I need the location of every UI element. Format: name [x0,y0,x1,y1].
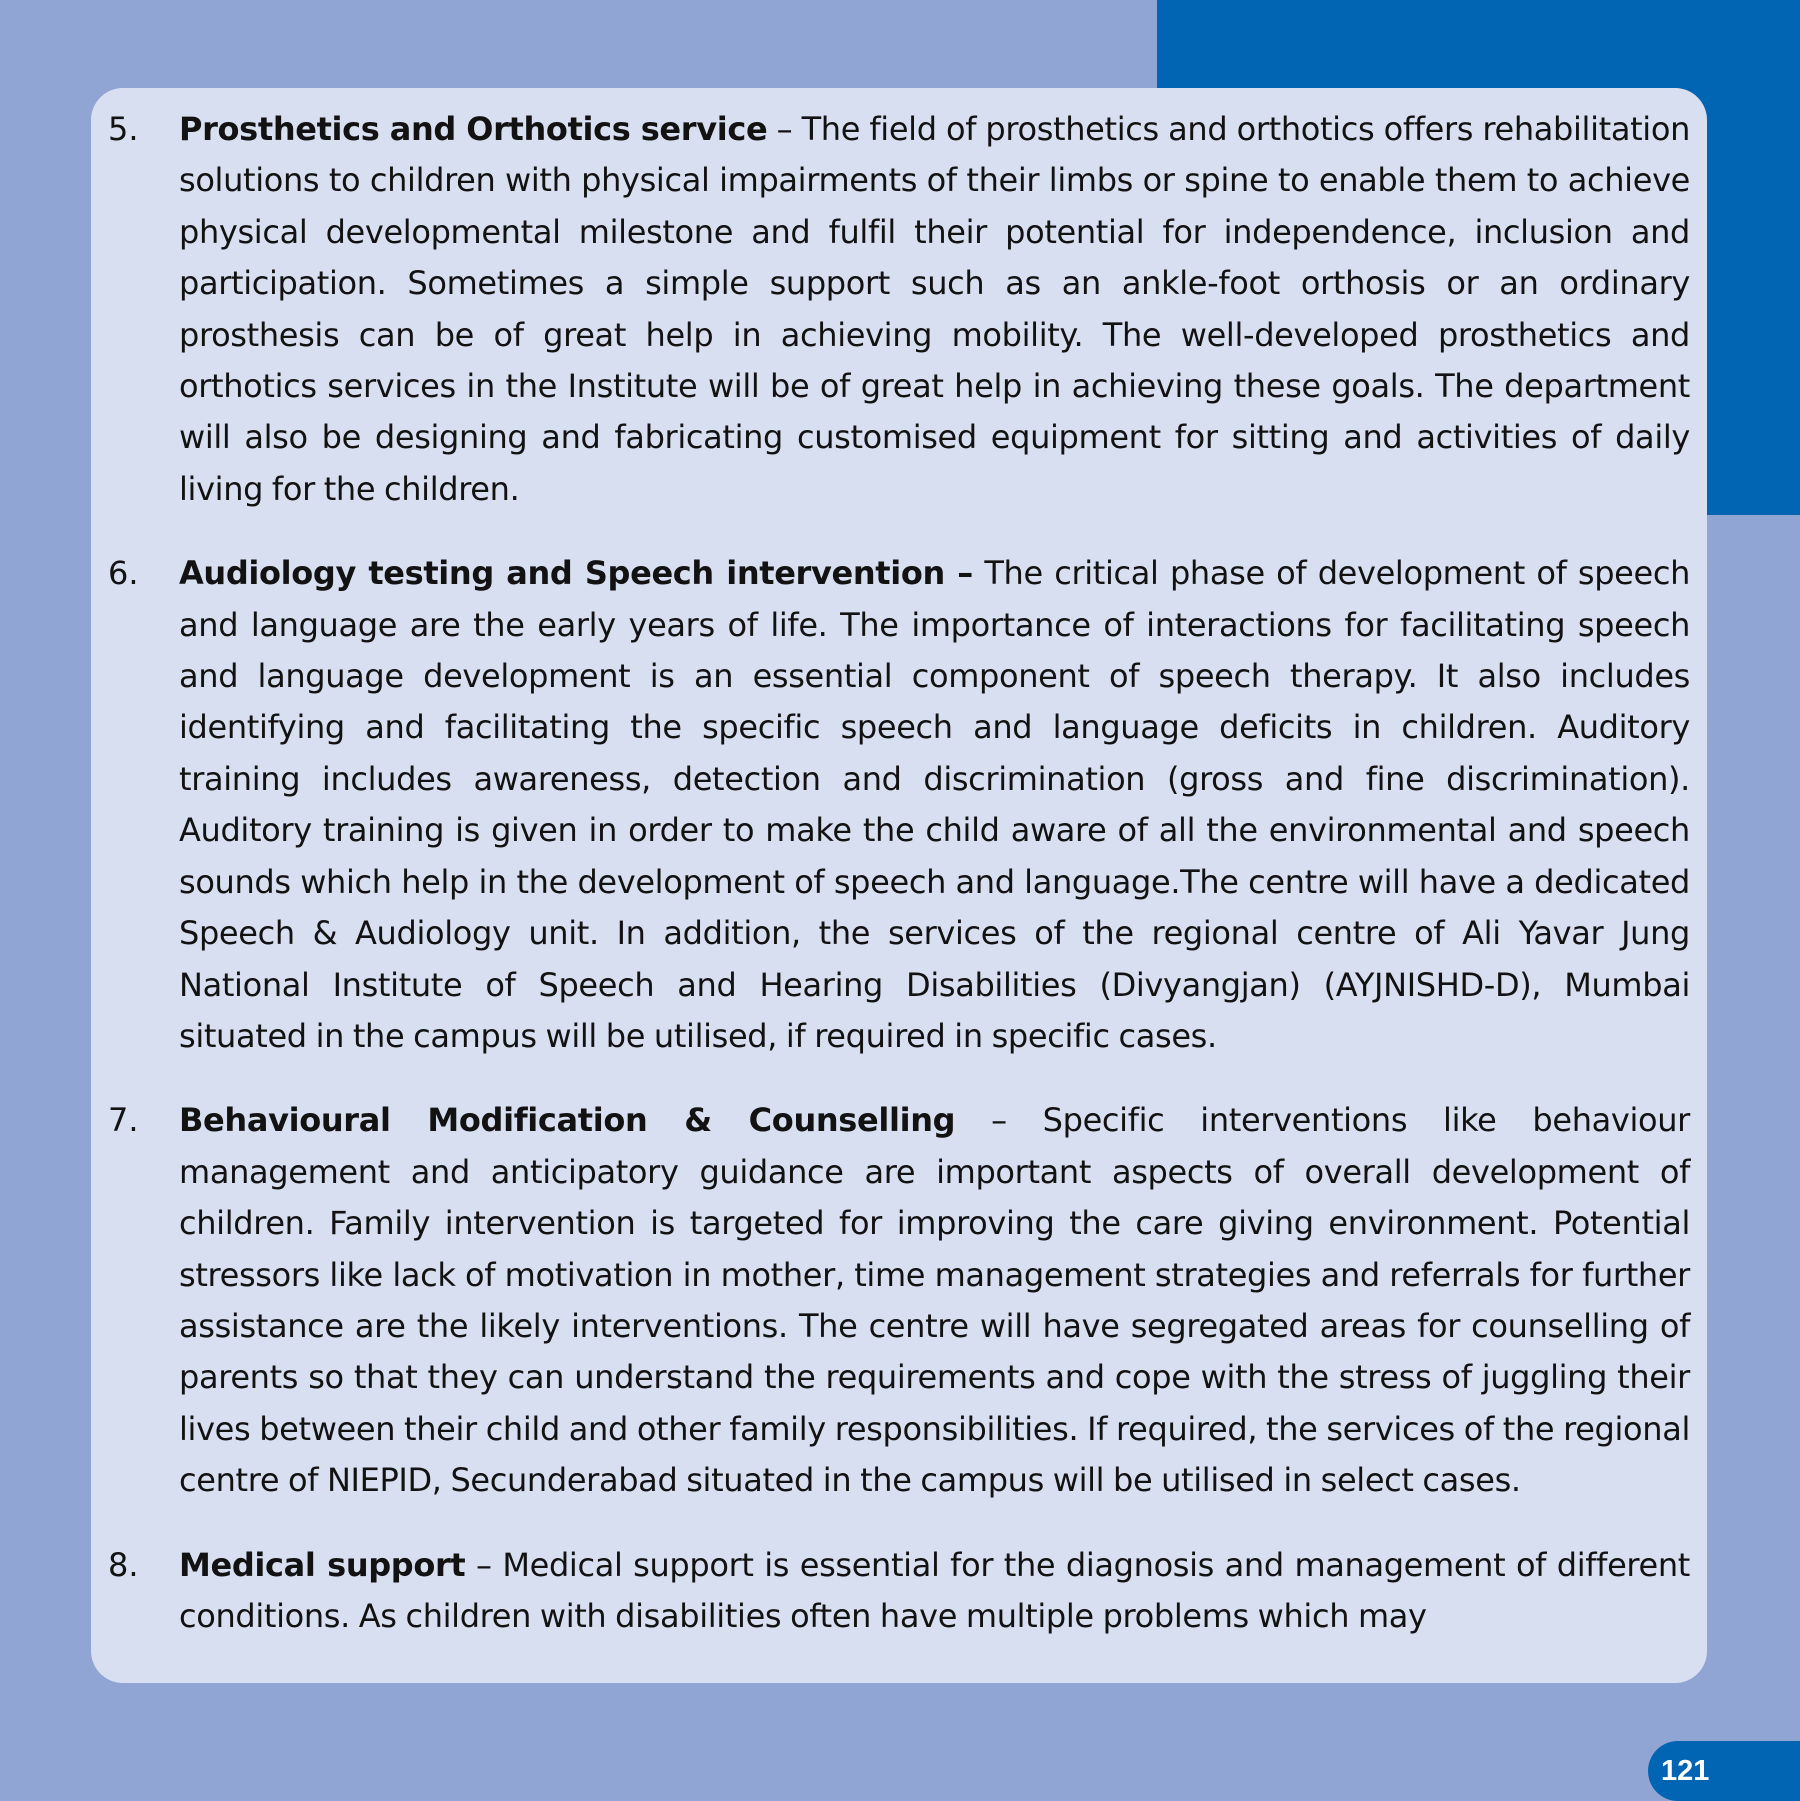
item-body: The critical phase of development of speech and language are the early years of life. The importance of interactions for facilitating speech and language development is an essential component of speech therapy. It also includes identifying and facilitating the specific speech and language deficits in children. Auditory training includes awareness, detection and discrimination (gross and fine discrimination). Auditory training is given in order to make the child aware of all the environmental and speech sounds which help in the development of speech and language.The centre will have a dedicated Speech & Audiology unit. In addition, the services of the regional centre of Ali Yavar Jung National Institute of Speech and Hearing Disabilities (Divyangjan) (AYJNISHD-D), Mumbai situated in the campus will be utilised, if required in specific cases. [179,554,1691,1055]
item-title: Medical support [179,1545,466,1584]
item-number: 6. [108,554,139,593]
item-text [179,548,1690,1062]
list-item-7 [108,1095,1690,1506]
item-separator: – [955,1101,1043,1140]
item-body: Medical support is essential for the diagnosis and management of different conditions. As children with disabilities often have multiple problems which may [179,1545,1690,1635]
item-separator: – [767,110,802,148]
item-title: Audiology testing and Speech intervention – [179,554,973,593]
item-title: Prosthetics and Orthotics service [179,110,768,148]
content-card [91,88,1707,1683]
item-number: 7. [108,1101,139,1140]
item-body: The field of prosthetics and orthotics offers rehabilitation solutions to children with physical impairments of their limbs or spine to enable them to achieve physical developmental milestone and fulfil their potential for independence, inclusion and participation. Sometimes a simple support such as an ankle-foot orthosis or an ordinary prosthesis can be of great help in achieving mobility. The well-developed prosthetics and orthotics services in the Institute will be of great help in achieving these goals. The department will also be designing and fabricating customised equipment for sitting and activities of daily living for the children. [179,110,1690,508]
item-text [179,1095,1690,1506]
item-number: 5. [108,110,139,148]
item-text [179,104,1690,515]
item-title: Behavioural Modification & Counselling [179,1101,956,1140]
list-item-6 [108,548,1690,1062]
list-item-8 [108,1540,1690,1643]
item-separator: – [465,1545,503,1584]
item-text [179,1540,1690,1643]
item-body: Specific interventions like behaviour management and anticipatory guidance are important aspects of overall development of children. Family intervention is targeted for improving the care giving environment. Potential stressors like lack of motivation in mother, time management strategies and referrals for further assistance are the likely interventions. The centre will have segregated areas for counselling of parents so that they can understand the requirements and cope with the stress of juggling their lives between their child and other family responsibilities. If required, the services of the regional centre of NIEPID, Secunderabad situated in the campus will be utilised in select cases. [179,1101,1690,1500]
page-number-badge: 121 [1648,1741,1800,1801]
item-number: 8. [108,1545,139,1584]
item-separator [973,554,984,592]
list-item-5 [108,104,1690,515]
